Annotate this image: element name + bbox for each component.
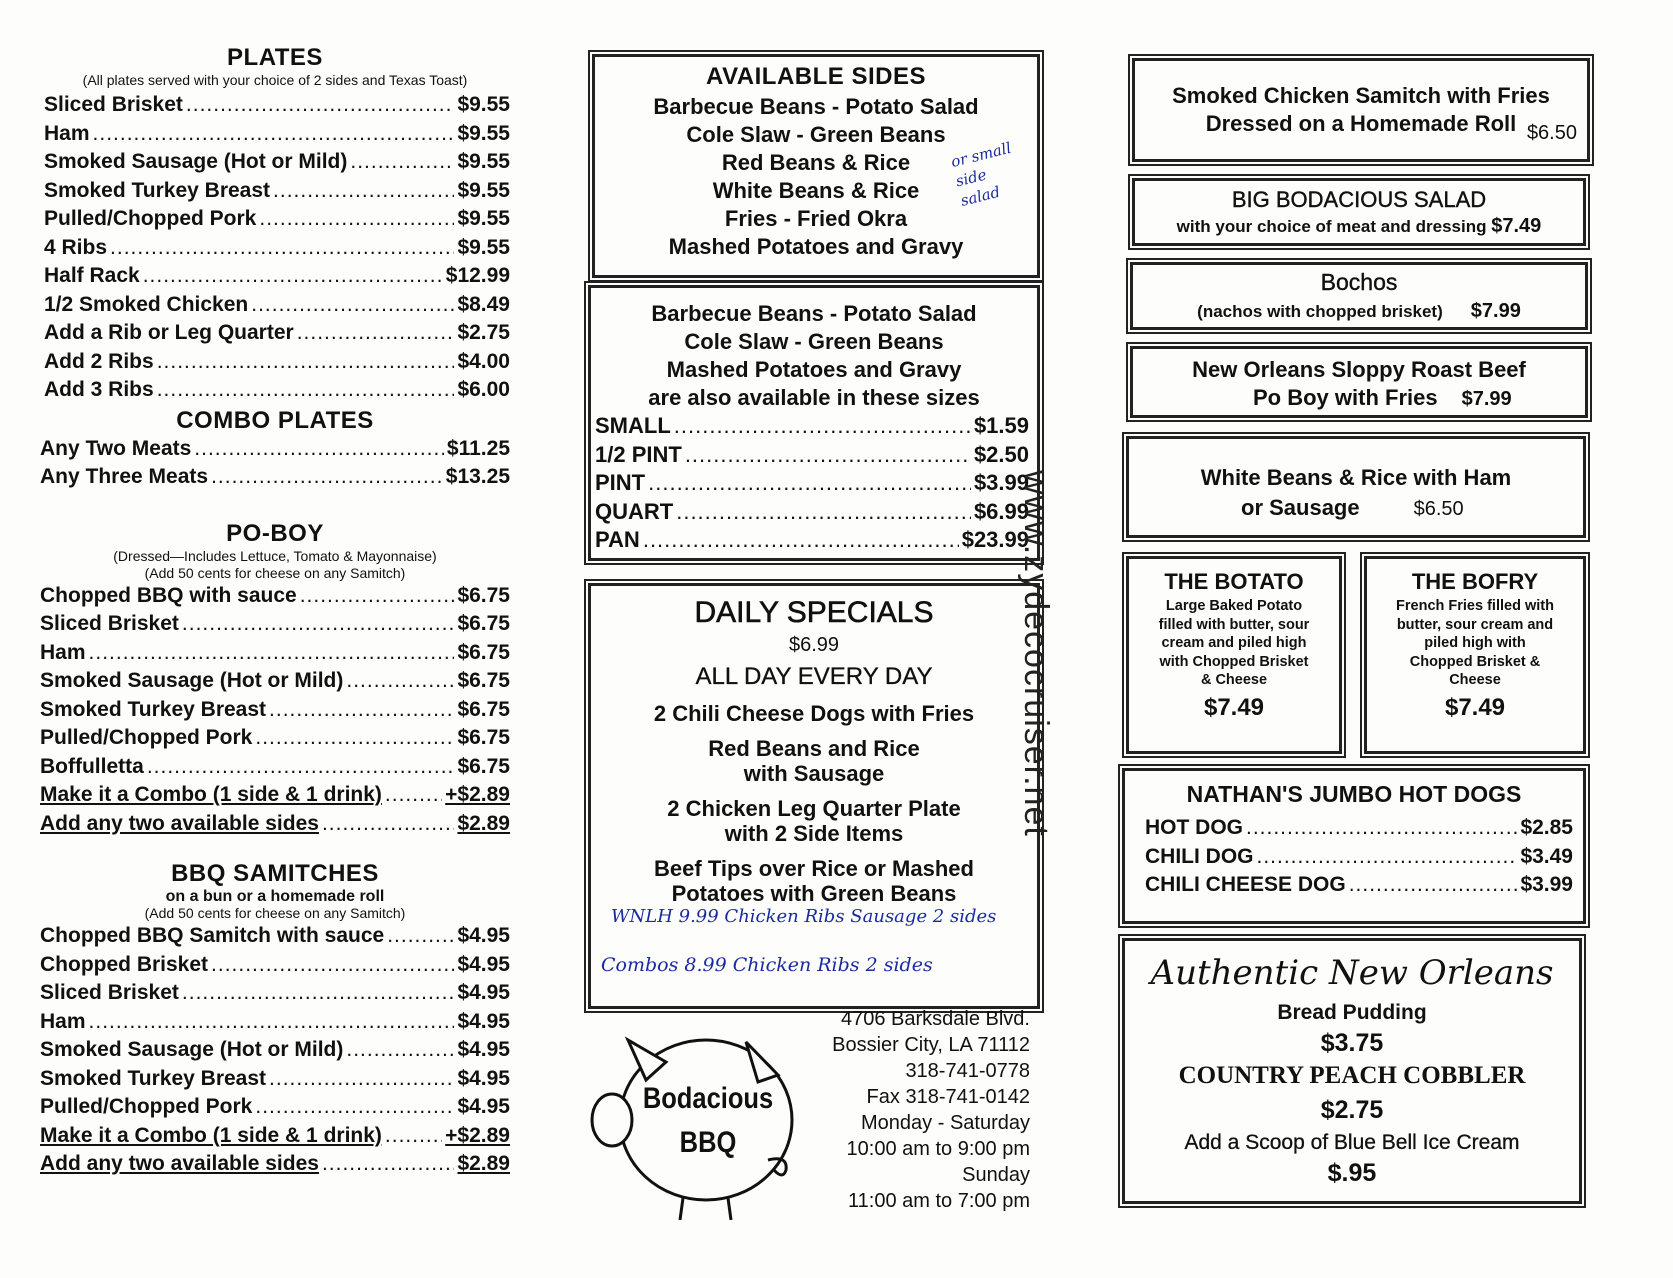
daily-item: 2 Chicken Leg Quarter Plate with 2 Side Items [667, 796, 961, 846]
leader-dots [387, 922, 454, 951]
roastbeef-box [1130, 346, 1588, 418]
daily-item: 2 Chili Cheese Dogs with Fries [653, 701, 975, 726]
leader-dots [143, 262, 443, 291]
plates-note: (All plates served with your choice of 2 sides and Texas Toast) [82, 72, 468, 88]
item-price: $23.99 [961, 527, 1029, 552]
menu-row [40, 639, 510, 668]
item-price: $3.99 [1520, 873, 1573, 896]
item-name: Make it a Combo (1 side & 1 drink) [40, 1123, 382, 1147]
leader-dots [255, 724, 454, 753]
text-line: Barbecue Beans - Potato Salad [651, 301, 977, 326]
combo-title: COMBO PLATES [176, 406, 374, 434]
item-price: $6.75 [457, 640, 510, 664]
menu-row [1145, 814, 1573, 843]
item-name: Chopped Brisket [40, 952, 209, 976]
item-price: $4.95 [457, 952, 510, 976]
menu-row [44, 348, 510, 377]
salad-title: BIG BODACIOUS SALAD [1231, 187, 1487, 212]
menu-row [40, 810, 510, 839]
menu-row [1145, 871, 1573, 900]
item-name: Any Three Meats [40, 465, 209, 488]
item-price: +$2.89 [445, 783, 510, 806]
side-sizes-box [588, 285, 1040, 561]
dessert-p2: $2.75 [1320, 1096, 1384, 1124]
item-price: $6.00 [457, 378, 510, 401]
bochos-line [1133, 300, 1585, 323]
item-name: Add any two available sides [40, 1152, 319, 1175]
samitches-title: BBQ SAMITCHES [171, 860, 379, 887]
dessert-title: Authentic New Orleans [1150, 953, 1554, 993]
menu-row [40, 1122, 510, 1151]
menu-row [40, 781, 510, 810]
pig-icon [588, 1020, 798, 1220]
logo-text-2: BBQ [679, 1126, 737, 1159]
daily-sub: ALL DAY EVERY DAY [695, 663, 933, 690]
leader-dots [346, 1036, 454, 1065]
text-line: White Beans & Rice [712, 178, 920, 203]
item-price: $13.25 [445, 465, 510, 488]
item-name: 1/2 PINT [595, 441, 682, 467]
item-price: $8.49 [457, 292, 510, 316]
leader-dots [350, 148, 454, 177]
roastbeef-price: $7.99 [1461, 388, 1512, 410]
text-line: Monday - Saturday [861, 1112, 1030, 1134]
menu-row [44, 234, 510, 263]
item-name: Any Two Meats [40, 436, 192, 460]
menu-row [40, 582, 510, 611]
item-name: Ham [44, 121, 90, 145]
roastbeef-line1: New Orleans Sloppy Roast Beef [1192, 357, 1526, 382]
text-line: Sunday [962, 1164, 1030, 1186]
text-line: Mashed Potatoes and Gravy [668, 234, 964, 259]
item-name: Add any two available sides [40, 811, 319, 835]
hotdogs-box [1122, 768, 1586, 924]
text-line: Cole Slaw - Green Beans [686, 122, 946, 147]
leader-dots [1246, 814, 1517, 843]
item-price: $3.49 [1520, 844, 1573, 868]
plates-list [40, 91, 510, 405]
item-price: $4.95 [457, 1066, 510, 1090]
menu-row [44, 120, 510, 149]
plates-title: PLATES [227, 44, 323, 71]
salad-line [1135, 215, 1583, 238]
logo-text-1: Bodacious [642, 1082, 774, 1115]
leader-dots [89, 639, 455, 668]
dessert-p3: $.95 [1327, 1159, 1377, 1187]
bochos-box [1130, 262, 1588, 330]
leader-dots [676, 498, 971, 527]
bofry-title: THE BOFRY [1411, 569, 1539, 594]
item-name: PAN [595, 527, 640, 552]
menu-row [44, 148, 510, 177]
samitches-note2: (Add 50 cents for cheese on any Samitch) [144, 905, 406, 921]
leader-dots [685, 441, 971, 470]
menu-row [40, 951, 510, 980]
leader-dots [385, 781, 442, 810]
item-name: Ham [40, 640, 86, 664]
item-price: $4.95 [457, 1095, 510, 1118]
chicken-samitch-box [1132, 58, 1590, 162]
text-line: Bossier City, LA 71112 [832, 1034, 1030, 1056]
item-price: $11.25 [446, 436, 510, 460]
item-price: $9.55 [457, 150, 510, 173]
leader-dots [147, 753, 455, 782]
menu-row [44, 91, 510, 120]
daily-items [591, 701, 1037, 906]
roastbeef-line [1133, 385, 1585, 411]
item-name: CHILI CHEESE DOG [1145, 873, 1346, 896]
item-price: $9.55 [457, 93, 510, 116]
menu-row [595, 526, 1029, 555]
item-price: $2.85 [1520, 816, 1573, 839]
item-name: PINT [595, 470, 646, 495]
item-name: Chopped BBQ with sauce [40, 583, 297, 607]
address-block [790, 1006, 1030, 1214]
leader-dots [259, 205, 454, 234]
item-name: Add 3 Ribs [44, 378, 154, 401]
leader-dots [322, 810, 455, 839]
dessert-l2: COUNTRY PEACH COBBLER [1178, 1062, 1526, 1089]
item-price: $4.95 [457, 1038, 510, 1061]
text-line: Barbecue Beans - Potato Salad [653, 94, 979, 119]
item-name: Sliced Brisket [40, 981, 179, 1004]
leader-dots [255, 1093, 454, 1122]
leader-dots [297, 319, 455, 348]
leader-dots [300, 582, 455, 611]
whitebeans-box [1126, 436, 1586, 538]
item-price: $6.99 [973, 498, 1029, 524]
leader-dots [110, 234, 454, 263]
menu-row [40, 1036, 510, 1065]
item-name: Sliced Brisket [40, 612, 179, 635]
leader-dots [157, 376, 455, 405]
dessert-p1: $3.75 [1320, 1029, 1384, 1057]
text-line: Mashed Potatoes and Gravy [666, 357, 962, 382]
menu-row [40, 1150, 510, 1179]
daily-item: Beef Tips over Rice or Mashed Potatoes with Green Beans [654, 856, 974, 906]
menu-row [44, 262, 510, 291]
item-price: $4.95 [457, 924, 510, 947]
left-column [40, 44, 510, 1179]
poboy-note1: (Dressed—Includes Lettuce, Tomato & Mayonnaise) [113, 547, 437, 564]
menu-row [44, 319, 510, 348]
whitebeans-line2: or Sausage [1241, 495, 1360, 520]
whitebeans-line1: White Beans & Rice with Ham [1200, 465, 1512, 490]
samitch-list [40, 922, 510, 1179]
menu-row [40, 1008, 510, 1037]
menu-row [40, 1093, 510, 1122]
roastbeef-line2: Po Boy with Fries [1253, 385, 1438, 410]
chicken-price: $6.50 [1526, 122, 1577, 144]
bochos-desc: (nachos with chopped brisket) [1197, 302, 1443, 321]
samitches-note1: on a bun or a homemade roll [165, 888, 385, 905]
item-name: Chopped BBQ Samitch with sauce [40, 924, 385, 947]
leader-dots [1257, 843, 1518, 872]
item-price: $9.55 [457, 207, 510, 230]
menu-row [40, 979, 510, 1008]
menu-row [40, 435, 510, 464]
whitebeans-price: $6.50 [1413, 498, 1464, 520]
hotdogs-title: NATHAN'S JUMBO HOT DOGS [1186, 781, 1522, 807]
item-name: Add 2 Ribs [44, 349, 154, 373]
leader-dots [93, 120, 455, 149]
leader-dots [385, 1122, 442, 1151]
leader-dots [273, 177, 454, 206]
leader-dots [643, 526, 959, 555]
salad-desc: with your choice of meat and dressing [1176, 217, 1487, 236]
salad-price: $7.49 [1491, 215, 1542, 237]
item-name: Pulled/Chopped Pork [40, 1095, 253, 1118]
poboy-title: PO-BOY [226, 519, 324, 547]
item-name: Half Rack [44, 264, 140, 287]
item-name: Smoked Sausage (Hot or Mild) [44, 150, 348, 173]
text-line: 318-741-0778 [905, 1060, 1030, 1082]
item-price: $2.89 [457, 811, 510, 835]
item-name: Pulled/Chopped Pork [44, 207, 257, 230]
leader-dots [269, 696, 454, 725]
botato-title: THE BOTATO [1164, 569, 1304, 594]
sizes-list [591, 412, 1037, 555]
chicken-line1: Smoked Chicken Samitch with Fries [1172, 83, 1550, 108]
leader-dots [89, 1008, 455, 1037]
text-line: 10:00 am to 9:00 pm [846, 1138, 1030, 1160]
leader-dots [211, 463, 443, 492]
item-name: Add a Rib or Leg Quarter [44, 321, 294, 344]
daily-title: DAILY SPECIALS [694, 596, 934, 629]
botato-price: $7.49 [1203, 693, 1265, 721]
sides-handnote: or small side salad [949, 138, 1014, 210]
item-price: $6.75 [457, 612, 510, 635]
menu-row [40, 667, 510, 696]
item-price: $6.75 [457, 697, 510, 721]
leader-dots [182, 979, 455, 1008]
whitebeans-line [1129, 495, 1583, 521]
item-price: $6.75 [457, 726, 510, 749]
botato-desc: Large Baked Potato filled with butter, sour cream and piled high with Chopped Brisket & Cheese [1158, 598, 1310, 688]
hotdog-list [1125, 808, 1583, 900]
item-name: Ham [40, 1009, 86, 1033]
item-name: Make it a Combo (1 side & 1 drink) [40, 783, 382, 806]
item-price: $2.89 [457, 1152, 510, 1175]
text-line: are also available in these sizes [648, 385, 980, 410]
poboy-note2: (Add 50 cents for cheese on any Samitch) [144, 564, 406, 581]
item-name: Boffulletta [40, 754, 144, 778]
text-line: Fax 318-741-0142 [866, 1086, 1030, 1108]
text-line: Fries - Fried Okra [724, 206, 908, 231]
menu-row [40, 753, 510, 782]
sides-title: AVAILABLE SIDES [706, 63, 926, 90]
menu-row [40, 724, 510, 753]
leader-dots [269, 1065, 454, 1094]
daily-item: Red Beans and Rice with Sausage [708, 736, 920, 786]
item-name: Smoked Sausage (Hot or Mild) [40, 1038, 344, 1061]
text-line: 11:00 am to 7:00 pm [848, 1190, 1030, 1212]
leader-dots [194, 435, 444, 464]
leader-dots [186, 91, 455, 120]
leader-dots [157, 348, 455, 377]
bochos-price: $7.99 [1470, 300, 1521, 322]
leader-dots [182, 610, 455, 639]
menu-row [40, 610, 510, 639]
dessert-l1: Bread Pudding [1277, 1001, 1427, 1024]
item-price: $9.55 [457, 235, 510, 259]
item-price: $3.99 [973, 470, 1029, 495]
sizes-lines [591, 300, 1037, 412]
website-url: www.zydecocruiser.net [1017, 470, 1055, 837]
item-name: 4 Ribs [44, 235, 108, 259]
leader-dots [648, 469, 971, 498]
item-name: SMALL [595, 413, 671, 438]
bofry-price: $7.49 [1444, 693, 1506, 721]
item-price: $6.75 [457, 754, 510, 778]
bodacious-bbq-logo [588, 1020, 798, 1220]
bochos-title: Bochos [1320, 269, 1398, 295]
menu-row [40, 922, 510, 951]
leader-dots [322, 1150, 455, 1179]
daily-handnote-2: Combos 8.99 Chicken Ribs 2 sides [601, 954, 933, 976]
available-sides-box [592, 54, 1040, 278]
menu-row [44, 205, 510, 234]
item-price: $4.95 [457, 1009, 510, 1033]
item-price: $1.59 [973, 413, 1029, 438]
leader-dots [1349, 871, 1518, 900]
item-price: +$2.89 [445, 1123, 510, 1147]
item-price: $2.75 [457, 321, 510, 344]
leader-dots [346, 667, 454, 696]
item-name: 1/2 Smoked Chicken [44, 292, 249, 316]
item-name: Smoked Turkey Breast [40, 1066, 267, 1090]
text-line: Cole Slaw - Green Beans [684, 329, 944, 354]
item-price: $4.95 [457, 981, 510, 1004]
item-price: $12.99 [445, 264, 510, 287]
item-price: $4.00 [457, 349, 510, 373]
item-name: Smoked Turkey Breast [40, 697, 267, 721]
item-price: $6.75 [457, 669, 510, 692]
daily-handnote-1: WNLH 9.99 Chicken Ribs Sausage 2 sides [611, 906, 997, 927]
combo-list [40, 435, 510, 492]
item-price: $9.55 [457, 121, 510, 145]
menu-row [595, 469, 1029, 498]
menu-row [595, 441, 1029, 470]
daily-specials-box [588, 583, 1040, 1009]
menu-row [595, 498, 1029, 527]
chicken-line2: Dressed on a Homemade Roll [1205, 111, 1517, 136]
item-name: Smoked Turkey Breast [44, 178, 271, 202]
leader-dots [211, 951, 454, 980]
poboy-list [40, 582, 510, 839]
menu-row [40, 463, 510, 492]
menu-row [44, 376, 510, 405]
item-price: $6.75 [457, 583, 510, 607]
menu-row [44, 177, 510, 206]
dessert-box [1122, 938, 1582, 1204]
menu-row [40, 1065, 510, 1094]
item-price: $2.50 [973, 441, 1029, 467]
leader-dots [251, 291, 454, 320]
text-line: 4706 Barksdale Blvd. [840, 1008, 1030, 1030]
item-name: Sliced Brisket [44, 93, 183, 116]
menu-row [595, 412, 1029, 441]
menu-row [44, 291, 510, 320]
menu-row [1145, 843, 1573, 872]
item-name: Pulled/Chopped Pork [40, 726, 253, 749]
menu-row [40, 696, 510, 725]
botato-box [1126, 556, 1342, 754]
bofry-desc: French Fries filled with butter, sour cream and piled high with Chopped Brisket & Cheese [1396, 598, 1554, 688]
item-name: CHILI DOG [1145, 844, 1254, 868]
text-line: Red Beans & Rice [721, 150, 911, 175]
bofry-box [1364, 556, 1586, 754]
item-price: $9.55 [457, 178, 510, 202]
daily-price: $6.99 [788, 634, 840, 656]
dessert-l3: Add a Scoop of Blue Bell Ice Cream [1184, 1131, 1520, 1154]
item-name: HOT DOG [1145, 816, 1243, 839]
leader-dots [674, 412, 971, 441]
item-name: Smoked Sausage (Hot or Mild) [40, 669, 344, 692]
item-name: QUART [595, 498, 674, 524]
salad-box [1132, 178, 1586, 246]
